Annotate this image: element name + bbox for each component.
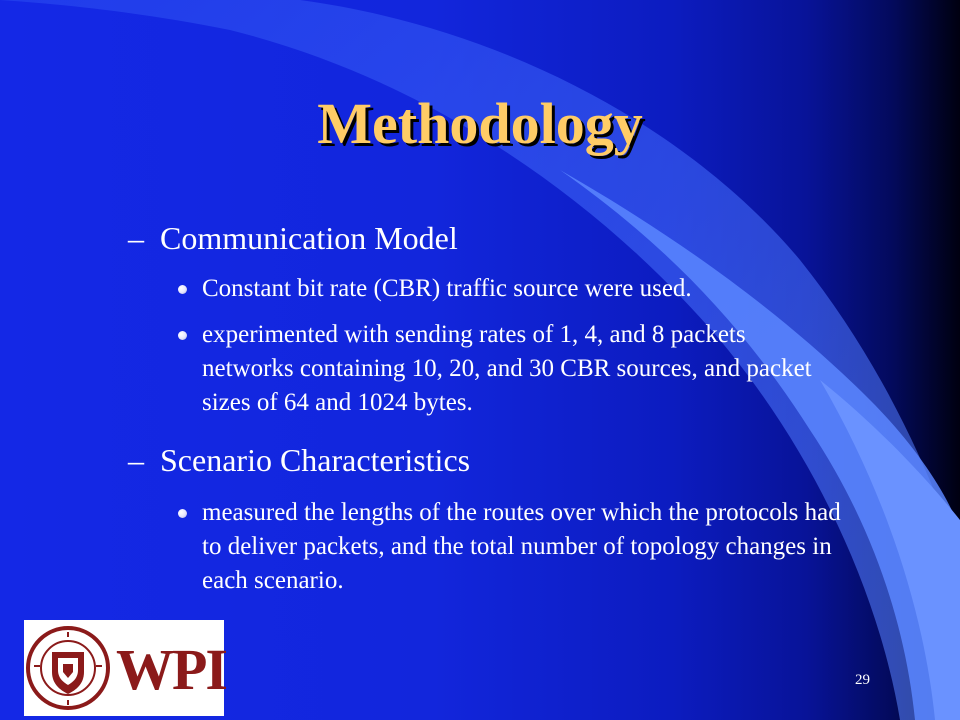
section-heading-text: Communication Model bbox=[160, 220, 458, 256]
bullet-dot-icon bbox=[178, 509, 187, 518]
bullet-text: experimented with sending rates of 1, 4, and 8 packets networks containing 10, 20, and 30 CBR sources, and packet sizes of 64 and 1024 bytes. bbox=[202, 321, 812, 416]
bullet-text: Constant bit rate (CBR) traffic source were used. bbox=[202, 275, 692, 302]
page-number: 29 bbox=[855, 672, 870, 688]
section-heading-text: Scenario Characteristics bbox=[160, 442, 471, 478]
wpi-seal-icon bbox=[24, 620, 114, 716]
wpi-logo bbox=[24, 620, 224, 716]
wpi-wordmark: WPI bbox=[116, 637, 226, 702]
slide-title: Methodology bbox=[317, 91, 643, 156]
dash-marker: – bbox=[128, 442, 144, 478]
bullet-dot-icon bbox=[178, 331, 187, 340]
bullet-text: measured the lengths of the routes over which the protocols had to deliver packets, and the total number of topology changes in each scenario. bbox=[202, 499, 841, 594]
dash-marker: – bbox=[128, 220, 144, 256]
bullet-dot-icon bbox=[178, 285, 187, 294]
